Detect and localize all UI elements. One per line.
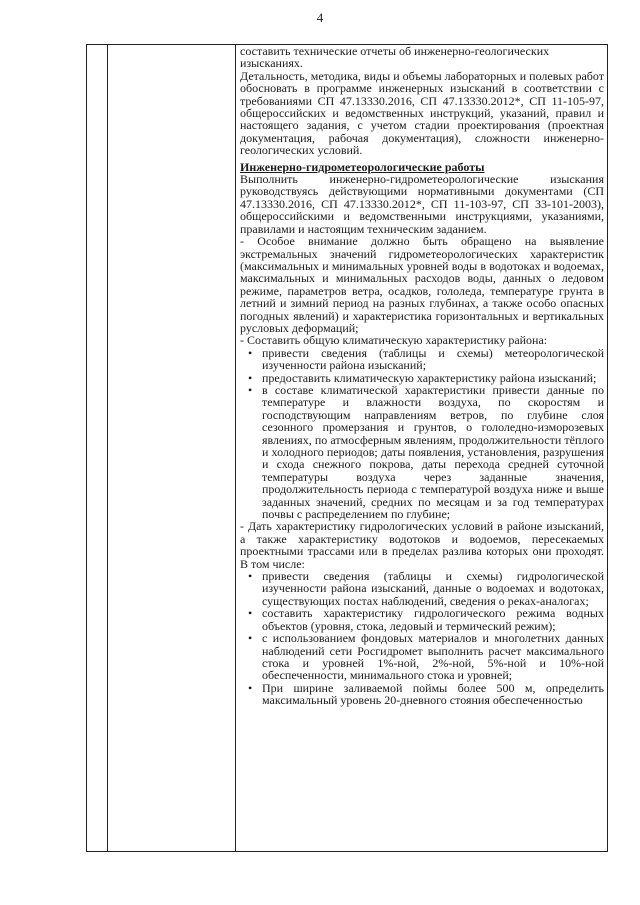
list-item: • предоставить климатическую характеристику района изысканий; <box>262 372 604 384</box>
list-item: • привести сведения (таблицы и схемы) метеорологической изученности района изысканий; <box>262 347 604 372</box>
page-number: 4 <box>316 10 324 25</box>
list-item: • составить характеристику гидрологического режима водных объектов (уровня, стока, ледовый и термический режим); <box>262 607 604 632</box>
spec-table <box>86 44 608 852</box>
paragraph-extremes: - Особое внимание должно быть обращено на выявление экстремальных значений гидрометеорологических характеристик (максимальных и минимальных уровней воды в водотоках и водоемах, максимальных и минимальных расходов воды, данных о ледовом режиме, параметров ветра, осадков, гололеда, температуре грунта в летний и зимний период на разных глубинах, а также особо опасных погодных явлений) и характеристика горизонтальных и вертикальных русловых деформаций; <box>240 234 604 335</box>
list-item: • При ширине заливаемой поймы более 500 м, определить максимальный уровень 20-дневного стояния обеспеченностью <box>262 682 604 707</box>
paragraph-geology-reports: составить технические отчеты об инженерно-геологических изысканиях. <box>240 44 550 71</box>
column-divider-2 <box>235 45 236 851</box>
paragraph-climate-intro: - Составить общую климатическую характеристику района: <box>240 333 548 348</box>
section-heading-hydromet: Инженерно-гидрометеорологические работы <box>240 159 485 174</box>
list-item: • привести сведения (таблицы и схемы) гидрологической изученности района изысканий, данные о водоемах и водотоках, существующих постах наблюдений, сведения о реках-аналогах; <box>262 570 604 607</box>
climate-list <box>240 347 604 521</box>
column-divider-1 <box>107 45 108 851</box>
list-item: • с использованием фондовых материалов и многолетних данных наблюдений сети Росгидромет выполнить расчет максимального стока и уровней 1%-ной, 2%-ной, 5%-ной и 10%-ной обеспеченности, минимального стока и уровней; <box>262 632 604 682</box>
list-item: • в составе климатической характеристики привести данные по температуре и влажности воздуха, по скоростям и господствующим направлениям ветров, по глубине слоя сезонного промерзания и грунтов, о гололедно-изморозевых явлениях, по атмосферным явлениям, продолжительности тёплого и холодного периодов; даты появления, установления, разрушения и схода снежного покрова, даты перехода средней суточной температуры воздуха через заданные значения, продолжительность периода с температурой воздуха ниже и выше заданных значений, средних по месяцам и за год температурах почвы с распределением по глубине; <box>262 384 604 520</box>
paragraph-geology-methods: Детальность, методика, виды и объемы лабораторных и полевых работ обосновать в программе инженерных изысканий в соответствии с требованиями СП 47.13330.2016, СП 47.13330.2012*, СП 11-105-97, общероссийских и ведомственных инструкций, указаний, правил и настоящего задания, с учетом стадии проектирования (проектная документация, рабочая документация), сложности инженерно-геологических условий. <box>240 68 604 158</box>
paragraph-hydromet-intro: Выполнить инженерно-гидрометеорологические изыскания руководствуясь действующими нормативными документами (СП 47.13330.2016, СП 47.13330.2012*, СП 11-103-97, СП 33-101-2003), общероссийскими и ведомственными инструкциями, указаниями, правилами и настоящим техническим заданием. <box>240 172 604 236</box>
paragraph-hydrology-intro: - Дать характеристику гидрологических условий в районе изысканий, а также характеристику водотоков и водоемов, пересекаемых проектными трассами или в пределах разлива которых они проходят. В том числе: <box>240 519 604 571</box>
requirements-cell <box>240 45 604 707</box>
hydrology-list <box>240 570 604 706</box>
